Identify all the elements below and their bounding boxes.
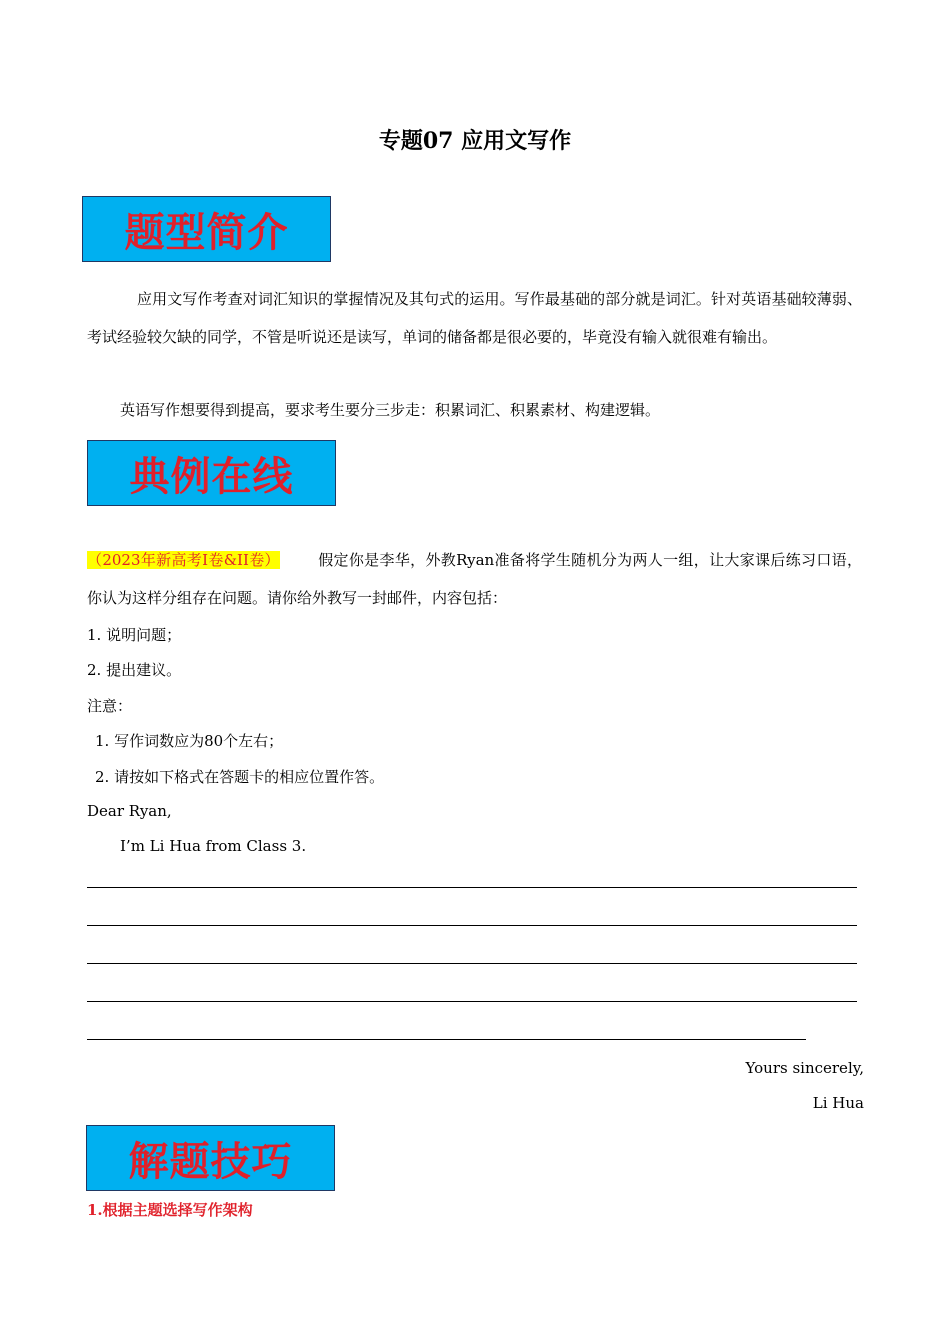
page-title: 专题07 应用文写作 <box>378 128 572 154</box>
tips-item-1: 1.根据主题选择写作架构 <box>87 1201 253 1219</box>
answer-line-3 <box>87 963 857 964</box>
section-heading-intro <box>82 196 331 262</box>
note-1: 1. 写作词数应为80个左右； <box>95 732 284 750</box>
example-prompt-text: 假定你是李华，外教Ryan准备将学生随机分为两人一组，让大家课后练习口语，你认为这样分组存在问题。请你给外教写一封邮件，内容包括： <box>87 551 862 607</box>
letter-closing: Yours sincerely, <box>745 1059 864 1077</box>
section-heading-example <box>87 440 336 506</box>
section-heading-tips <box>86 1125 335 1191</box>
answer-line-1 <box>87 887 857 888</box>
letter-salutation: Dear Ryan, <box>87 802 172 820</box>
point-1: 1. 说明问题； <box>87 626 182 644</box>
section-heading-intro-label: 题型简介 <box>124 209 289 256</box>
note-label: 注意： <box>87 697 133 715</box>
exam-source-tag: （2023年新高考I卷&II卷） <box>87 551 280 569</box>
point-2: 2. 提出建议。 <box>87 661 182 679</box>
section-heading-example-label: 典例在线 <box>129 453 294 500</box>
answer-line-2 <box>87 925 857 926</box>
intro-paragraph-1: 应用文写作考查对词汇知识的掌握情况及其句式的运用。写作最基础的部分就是词汇。针对英语基础较薄弱、考试经验较欠缺的同学，不管是听说还是读写，单词的储备都是很必要的，毕竟没有输入就很难有输出。 <box>87 290 862 346</box>
letter-opening: I’m Li Hua from Class 3. <box>120 837 307 855</box>
answer-line-4 <box>87 1001 857 1002</box>
intro-paragraph-2: 英语写作想要得到提高，要求考生要分三步走：积累词汇、积累素材、构建逻辑。 <box>120 401 661 419</box>
answer-line-5 <box>87 1039 806 1040</box>
example-prompt <box>87 541 862 617</box>
letter-signature: Li Hua <box>812 1094 864 1112</box>
note-2: 2. 请按如下格式在答题卡的相应位置作答。 <box>95 768 385 786</box>
section-heading-tips-label: 解题技巧 <box>128 1138 293 1185</box>
